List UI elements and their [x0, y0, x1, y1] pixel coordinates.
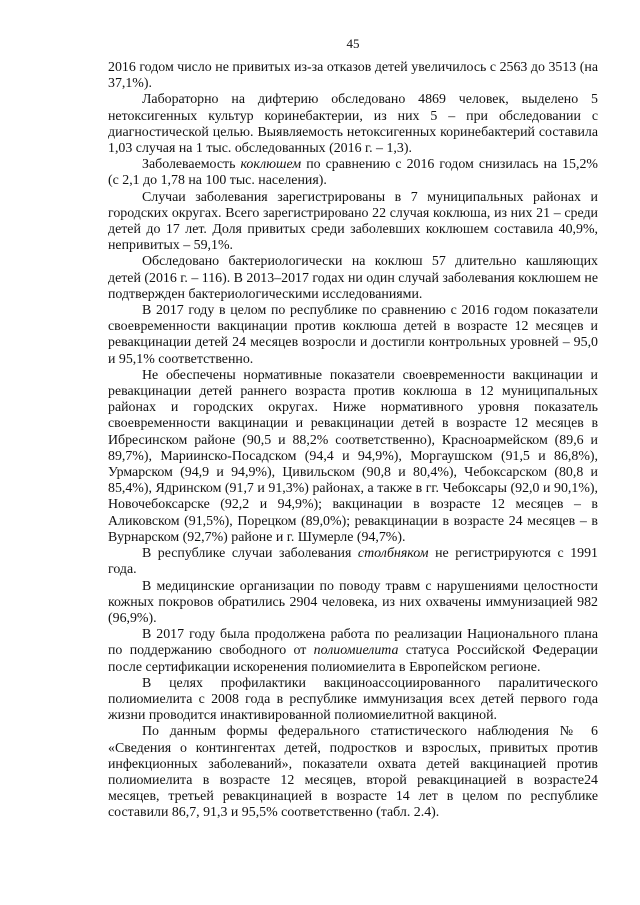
paragraph-continued: 2016 годом число не привитых из-за отказов детей увеличилось с 2563 до 3513 (на 37,1%).	[108, 60, 598, 92]
emphasis-polio: полиомиелита	[313, 643, 399, 659]
paragraph-diphtheria-lab: Лабораторно на дифтерию обследовано 4869 человек, выделено 5 нетоксигенных культур коринебактерии, из них 5 – при обследовании с диагностической целью. Выявляемость нетоксигенных коринебактерий составила 1,03 случая на 1 тыс. обследованных (2016 г. – 1,3).	[108, 92, 598, 157]
paragraph-vaccination-timeliness: В 2017 году в целом по республике по сравнению с 2016 годом показатели своевременности вакцинации против коклюша детей в возрасте 12 месяцев и ревакцинации детей 24 месяцев возросли и достигли контрольных уровней – 95,0 и 95,1% соответственно.	[108, 303, 598, 367]
paragraph-polio-vaccine: В целях профилактики вакциноассоциированного паралитического полиомиелита с 2008 года в республике иммунизация всех детей первого года жизни проводится инактивированной полиомиелитной вакциной.	[108, 675, 598, 724]
paragraph-polio-coverage: По данным формы федерального статистического наблюдения № 6 «Сведения о контингентах детей, подростков и взрослых, привитых против инфекционных заболеваний», показатели охвата детей вакцинацией против полиомиелита в возрасте 12 месяцев, второй ревакцинацией в возрасте24 месяцев, третьей ревакцинацией в возрасте 14 лет в целом по республике составили 86,7, 91,3 и 95,5% соответственно (табл. 2.4).	[108, 724, 598, 821]
text-segment: статуса Российской Федерации после сертификации искоренения полиомиелита в Европейском регионе.	[108, 643, 598, 675]
paragraph-pertussis-cases: Случаи заболевания зарегистрированы в 7 муниципальных районах и городских округах. Всего зарегистрировано 22 случая коклюша, из них 21 – среди детей до 17 лет. Доля привитых среди заболевших коклюшем составила 40,9%, непривитых – 59,1%.	[108, 189, 598, 254]
text-segment: В 2017 году была продолжена работа по реализации Национального плана по поддержанию свободного от	[108, 627, 598, 659]
text-segment: по сравнению с 2016 годом снизилась на 15,2% (с 2,1 до 1,78 на 100 тыс. населения).	[108, 157, 598, 189]
paragraph-vaccination-deficits: Не обеспечены нормативные показатели своевременности вакцинации и ревакцинации детей раннего возраста против коклюша в 12 муниципальных районах и городских округах. Ниже нормативного уровня показатель своевременности вакцинации и ревакцинации детей в возрасте 12 месяцев в Ибресинском районе (90,5 и 88,2% соответственно), Красноармейском (89,6 и 89,7%), Мариинско-Посадском (94,4 и 94,9%), Моргаушском (91,5 и 86,8%), Урмарском (94,9 и 94,9%), Цивильском (90,8 и 80,4%), Чебоксарском (80,8 и 85,4%), Ядринском (91,7 и 91,3%) районах, а также в гг. Чебоксары (92,0 и 90,1%), Новочебоксарске (92,2 и 94,9%); вакцинации в возрасте 12 месяцев – в Аликовском (91,5%), Порецком (89,0%); ревакцинации в возрасте 24 месяцев – в Вурнарском (92,7%) районе и г. Шумерле (94,7%).	[108, 367, 598, 545]
emphasis-pertussis: коклюшем	[240, 157, 302, 173]
emphasis-tetanus: столбняком	[357, 546, 429, 562]
paragraph-polio-plan	[108, 627, 598, 676]
paragraph-pertussis-incidence	[108, 157, 598, 189]
paragraph-trauma-immunization: В медицинские организации по поводу травм с нарушениями целостности кожных покровов обратились 2904 человека, из них охвачены иммунизацией 982 (96,9%).	[108, 578, 598, 626]
document-body	[108, 60, 598, 822]
paragraph-tetanus	[108, 546, 598, 578]
text-segment: не регистрируются с 1991 года.	[108, 546, 598, 578]
text-segment: В республике случаи заболевания	[142, 546, 358, 562]
text-segment: Заболеваемость	[142, 157, 241, 173]
page-number: 45	[346, 36, 360, 51]
paragraph-pertussis-bacteriology: Обследовано бактериологически на коклюш 57 длительно кашляющих детей (2016 г. – 116). В 2013–2017 годах ни один случай заболевания коклюшем не подтвержден бактериологическими исследованиями.	[108, 254, 598, 302]
